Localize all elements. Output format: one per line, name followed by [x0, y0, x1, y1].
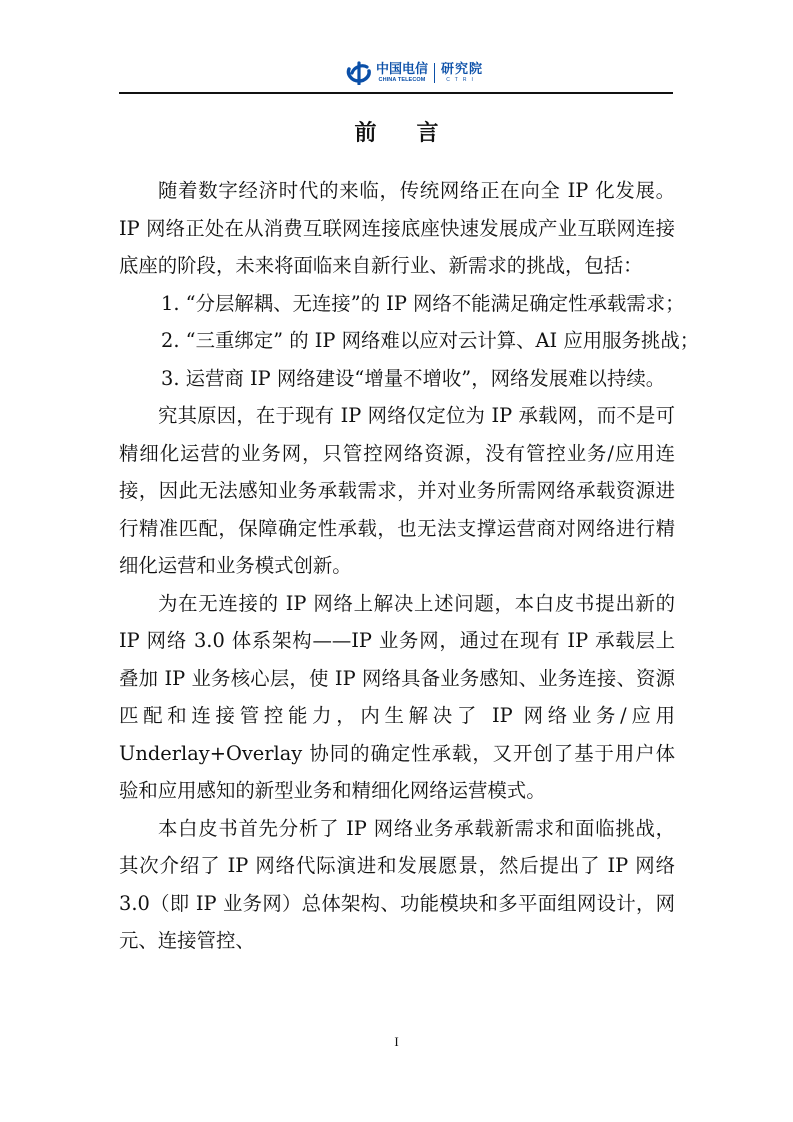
institute-name-en: CTRI: [446, 77, 478, 83]
title-part-2: 言: [416, 121, 439, 146]
company-name: [376, 62, 428, 84]
list-item-3: 3. 运营商 IP 网络建设“增量不增收”，网络发展难以持续。: [161, 366, 666, 390]
logo-divider: [434, 63, 435, 83]
paragraph-solution: 为在无连接的 IP 网络上解决上述问题，本白皮书提出新的 IP 网络 3.0 体系架构——IP 业务网，通过在现有 IP 承载层上叠加 IP 业务核心层，使 IP 网络具备业务感知、业务连接、资源匹配和连接管控能力，内生解决了 IP 网络业务/应用 Underlay+Overlay 协同的确定性承载，又开创了基于用户体验和应用感知的新型业务和精细化网络运营模式。: [119, 591, 675, 802]
paragraph-intro: 随着数字经济时代的来临，传统网络正在向全 IP 化发展。IP 网络正处在从消费互联网连接底座快速发展成产业互联网连接底座的阶段，未来将面临来自新行业、新需求的挑战，包括：: [119, 179, 675, 277]
list-item-1: 1. “分层解耦、无连接”的 IP 网络不能满足确定性承载需求；: [161, 291, 685, 315]
china-telecom-logo-icon: [346, 61, 372, 85]
paragraph-cause: 究其原因，在于现有 IP 网络仅定位为 IP 承载网，而不是可精细化运营的业务网，只管控网络资源，没有管控业务/应用连接，因此无法感知业务承载需求，并对业务所需网络承载资源进行精准匹配，保障确定性承载，也无法支撑运营商对网络进行精细化运营和业务模式创新。: [119, 404, 675, 577]
list-item-2: 2. “三重绑定” 的 IP 网络难以应对云计算、AI 应用服务挑战；: [161, 329, 700, 352]
title-part-1: 前: [354, 121, 377, 146]
logo: [346, 58, 483, 88]
institute-name-cn: 研究院: [441, 62, 484, 77]
document-body: [119, 172, 700, 960]
page-title: [0, 119, 793, 149]
institute-name: [441, 62, 483, 84]
header-divider: [119, 92, 673, 94]
company-name-en: CHINA TELECOM: [378, 77, 426, 83]
page-header: [0, 52, 793, 92]
page-number: I: [394, 1034, 399, 1049]
paragraph-overview: 本白皮书首先分析了 IP 网络业务承载新需求和面临挑战，其次介绍了 IP 网络代际演进和发展愿景，然后提出了 IP 网络 3.0（即 IP 业务网）总体架构、功能模块和多平面组网设计，网元、连接管控、: [119, 816, 675, 952]
company-name-cn: 中国电信: [376, 62, 429, 77]
